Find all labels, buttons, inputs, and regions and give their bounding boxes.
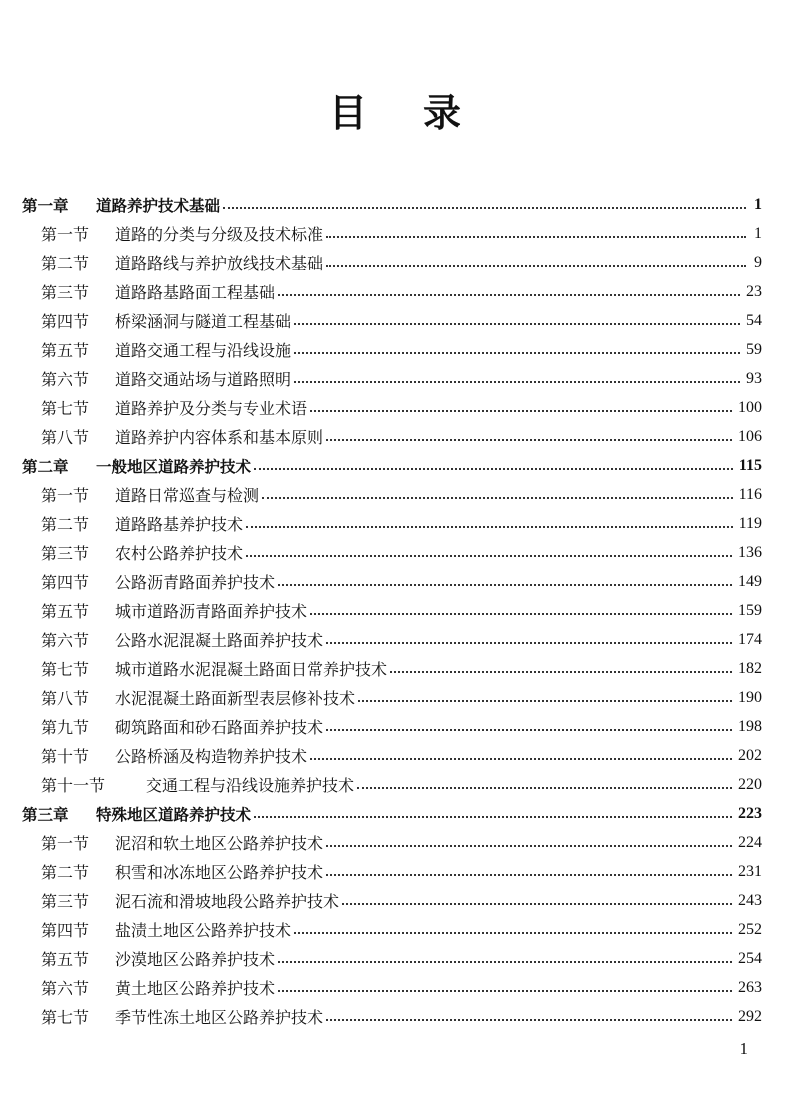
- toc-entry-page: 1: [754, 224, 762, 242]
- dot-leader: [357, 787, 732, 789]
- toc-section-row[interactable]: [22, 480, 762, 509]
- toc-entry-number: 第二节: [41, 254, 90, 273]
- toc-entry-number: 第八节: [41, 428, 90, 447]
- toc-entry-number: 第三节: [41, 283, 90, 302]
- toc-entry-title: 道路养护技术基础: [96, 196, 221, 215]
- toc-entry-number: 第二节: [41, 863, 90, 882]
- toc-chapter-row[interactable]: [22, 799, 762, 828]
- toc-entry-title: 特殊地区道路养护技术: [96, 805, 252, 824]
- toc-section-row[interactable]: [22, 248, 762, 277]
- toc-entry-title: 积雪和冰冻地区公路养护技术: [115, 863, 324, 882]
- toc-chapter-row[interactable]: [22, 190, 762, 219]
- dot-leader: [254, 816, 732, 818]
- dot-leader: [246, 526, 733, 528]
- toc-entry-number: 第六节: [41, 370, 90, 389]
- toc-entry-page: 116: [738, 485, 762, 503]
- toc-section-row[interactable]: [22, 625, 762, 654]
- toc-entry-page: 93: [746, 369, 762, 387]
- toc-entry-title: 公路水泥混凝土路面养护技术: [115, 631, 324, 650]
- toc-entry-title: 交通工程与沿线设施养护技术: [146, 776, 355, 795]
- toc-entry-title: 农村公路养护技术: [115, 544, 244, 563]
- toc-section-row[interactable]: [22, 654, 762, 683]
- dot-leader: [310, 410, 732, 412]
- dot-leader: [294, 352, 740, 354]
- toc-entry-page: 1: [754, 195, 762, 213]
- toc-entry-number: 第七节: [41, 1008, 90, 1027]
- toc-entry-page: 243: [738, 891, 762, 909]
- toc-section-row[interactable]: [22, 886, 762, 915]
- toc-chapter-row[interactable]: [22, 451, 762, 480]
- toc-entry-title: 桥梁涵洞与隧道工程基础: [115, 312, 292, 331]
- toc-entry-page: 182: [738, 659, 762, 677]
- toc-entry-page: 174: [738, 630, 762, 648]
- toc-section-row[interactable]: [22, 364, 762, 393]
- dot-leader: [278, 961, 732, 963]
- dot-leader: [278, 584, 732, 586]
- dot-leader: [390, 671, 732, 673]
- toc-entry-number: 第二章: [22, 457, 69, 476]
- toc-section-row[interactable]: [22, 770, 762, 799]
- toc-entry-number: 第六节: [41, 631, 90, 650]
- toc-entry-title: 泥沼和软土地区公路养护技术: [115, 834, 324, 853]
- page-number: 1: [739, 1039, 748, 1058]
- toc-section-row[interactable]: [22, 741, 762, 770]
- toc-entry-title: 砌筑路面和砂石路面养护技术: [115, 718, 324, 737]
- toc-entry-number: 第七节: [41, 399, 90, 418]
- toc-entry-number: 第三节: [41, 892, 90, 911]
- dot-leader: [326, 265, 746, 267]
- toc-section-row[interactable]: [22, 509, 762, 538]
- toc-entry-number: 第四节: [41, 921, 90, 940]
- toc-entry-page: 252: [738, 920, 762, 938]
- toc-entry-title: 盐渍土地区公路养护技术: [115, 921, 292, 940]
- toc-entry-page: 100: [738, 398, 762, 416]
- dot-leader: [294, 932, 732, 934]
- toc-entry-title: 城市道路沥青路面养护技术: [115, 602, 308, 621]
- toc-entry-page: 106: [738, 427, 762, 445]
- toc-entry-number: 第一节: [41, 225, 90, 244]
- toc-entry-number: 第三章: [22, 805, 69, 824]
- dot-leader: [254, 468, 733, 470]
- toc-entry-page: 59: [746, 340, 762, 358]
- toc-entry-number: 第九节: [41, 718, 90, 737]
- toc-entry-page: 190: [738, 688, 762, 706]
- dot-leader: [246, 555, 732, 557]
- dot-leader: [326, 845, 732, 847]
- toc-entry-title: 公路桥涵及构造物养护技术: [115, 747, 308, 766]
- toc-entry-number: 第一节: [41, 486, 90, 505]
- toc-entry-title: 道路交通工程与沿线设施: [115, 341, 292, 360]
- toc-section-row[interactable]: [22, 567, 762, 596]
- dot-leader: [310, 613, 732, 615]
- page-title: [0, 88, 790, 138]
- toc-entry-page: 149: [738, 572, 762, 590]
- toc-section-row[interactable]: [22, 857, 762, 886]
- dot-leader: [294, 323, 740, 325]
- title-char-1: 目: [328, 91, 367, 135]
- toc-section-row[interactable]: [22, 306, 762, 335]
- toc-entry-page: 136: [738, 543, 762, 561]
- dot-leader: [223, 207, 746, 209]
- toc-entry-number: 第四节: [41, 573, 90, 592]
- toc-entry-title: 城市道路水泥混凝土路面日常养护技术: [115, 660, 388, 679]
- toc-section-row[interactable]: [22, 828, 762, 857]
- toc-entry-number: 第一节: [41, 834, 90, 853]
- toc-entry-page: 263: [738, 978, 762, 996]
- dot-leader: [326, 1019, 732, 1021]
- toc-entry-page: 159: [738, 601, 762, 619]
- toc-entry-number: 第七节: [41, 660, 90, 679]
- dot-leader: [326, 236, 746, 238]
- toc-entry-title: 道路路基路面工程基础: [115, 283, 276, 302]
- dot-leader: [326, 874, 732, 876]
- dot-leader: [326, 439, 732, 441]
- toc-section-row[interactable]: [22, 712, 762, 741]
- toc-entry-page: 292: [738, 1007, 762, 1025]
- toc-section-row[interactable]: [22, 538, 762, 567]
- title-char-2: 录: [423, 91, 462, 135]
- toc-entry-title: 水泥混凝土路面新型表层修补技术: [115, 689, 356, 708]
- toc-section-row[interactable]: [22, 277, 762, 306]
- toc-entry-page: 54: [746, 311, 762, 329]
- toc-entry-title: 黄土地区公路养护技术: [115, 979, 276, 998]
- toc-entry-number: 第五节: [41, 602, 90, 621]
- toc-entry-number: 第五节: [41, 950, 90, 969]
- toc-entry-title: 沙漠地区公路养护技术: [115, 950, 276, 969]
- toc-section-row[interactable]: [22, 1002, 762, 1031]
- toc-entry-number: 第三节: [41, 544, 90, 563]
- toc-entry-title: 道路养护内容体系和基本原则: [115, 428, 324, 447]
- toc-entry-title: 道路养护及分类与专业术语: [115, 399, 308, 418]
- toc-entry-page: 202: [738, 746, 762, 764]
- dot-leader: [358, 700, 732, 702]
- dot-leader: [342, 903, 732, 905]
- dot-leader: [294, 381, 740, 383]
- toc-entry-number: 第二节: [41, 515, 90, 534]
- toc-entry-page: 223: [738, 804, 762, 822]
- toc-entry-title: 一般地区道路养护技术: [96, 457, 252, 476]
- toc-section-row[interactable]: [22, 393, 762, 422]
- toc-section-row[interactable]: [22, 944, 762, 973]
- toc-entry-page: 9: [754, 253, 762, 271]
- toc-section-row[interactable]: [22, 596, 762, 625]
- dot-leader: [326, 642, 732, 644]
- toc-entry-title: 道路的分类与分级及技术标准: [115, 225, 324, 244]
- toc-entry-page: 198: [738, 717, 762, 735]
- toc-section-row[interactable]: [22, 422, 762, 451]
- toc-section-row[interactable]: [22, 683, 762, 712]
- toc-entry-page: 254: [738, 949, 762, 967]
- toc-section-row[interactable]: [22, 335, 762, 364]
- toc-section-row[interactable]: [22, 973, 762, 1002]
- toc-entry-title: 道路交通站场与道路照明: [115, 370, 292, 389]
- toc-entry-page: 23: [746, 282, 762, 300]
- toc-entry-page: 231: [738, 862, 762, 880]
- toc-entry-number: 第一章: [22, 196, 69, 215]
- toc-entry-number: 第十节: [41, 747, 90, 766]
- dot-leader: [326, 729, 732, 731]
- toc-entry-number: 第八节: [41, 689, 90, 708]
- toc-entry-number: 第四节: [41, 312, 90, 331]
- toc-entry-title: 公路沥青路面养护技术: [115, 573, 276, 592]
- toc-section-row[interactable]: [22, 915, 762, 944]
- toc-entry-page: 224: [738, 833, 762, 851]
- dot-leader: [310, 758, 732, 760]
- toc-entry-title: 道路日常巡查与检测: [115, 486, 260, 505]
- toc-entry-number: 第五节: [41, 341, 90, 360]
- toc-section-row[interactable]: [22, 219, 762, 248]
- toc-entry-page: 119: [738, 514, 762, 532]
- toc-entry-page: 220: [738, 775, 762, 793]
- toc-entry-title: 季节性冻土地区公路养护技术: [115, 1008, 324, 1027]
- dot-leader: [278, 294, 740, 296]
- toc-entry-title: 泥石流和滑坡地段公路养护技术: [115, 892, 340, 911]
- toc-entry-title: 道路路基养护技术: [115, 515, 244, 534]
- toc-entry-title: 道路路线与养护放线技术基础: [115, 254, 324, 273]
- toc-entry-page: 115: [738, 456, 762, 474]
- dot-leader: [262, 497, 733, 499]
- toc-entry-number: 第六节: [41, 979, 90, 998]
- toc-entry-number: 第十一节: [41, 776, 106, 795]
- table-of-contents: [22, 190, 762, 1031]
- dot-leader: [278, 990, 732, 992]
